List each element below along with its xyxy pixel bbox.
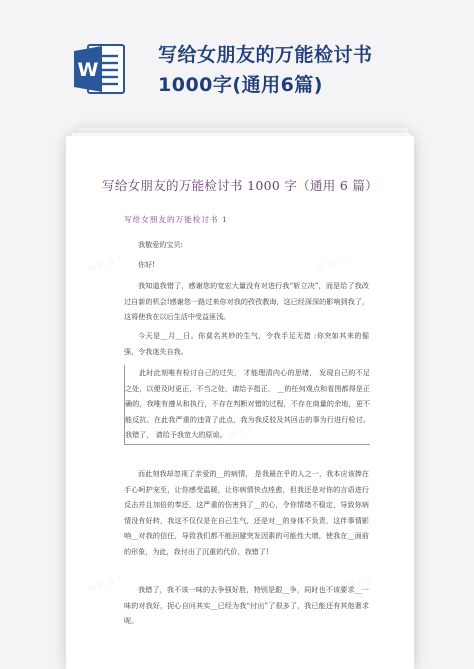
watermark: 熊猫办公 <box>216 421 257 447</box>
paragraph: 我知道我错了，感谢您的宽宏大量没有对进行我“斩立决”，而是给了我改过自新的机会!感谢您一路过来你对我的孜孜教诲，这已经深深的影响到我了，这将使我在以后生活中受益匪浅。 <box>124 281 369 322</box>
word-icon-letter: W <box>77 59 99 81</box>
watermark: 熊猫办公 <box>86 571 127 597</box>
header-title: 写给女朋友的万能检讨书1000字(通用6篇) <box>158 44 373 96</box>
greeting: 你好! <box>138 260 156 269</box>
document-title: 写给女朋友的万能检讨书 1000 字（通用 6 篇） <box>102 178 378 193</box>
word-document-icon <box>72 42 126 96</box>
salutation: 我敬爱的宝贝: <box>138 240 183 249</box>
paragraph: 我错了，我不该一味的去争强好胜，特别是跟__争，同时也不该要求__一味的对我好，扼心自问其实__已经为我“付出”了很多了，我已能还有其他奢求呢。 <box>124 585 369 626</box>
paragraph: 而此刻我却忽视了亲爱的__的病情， 是我最在乎的人之一，我本应该捧在手心呵护宠至，让你感受温暖，让你病情快点痊愈，但我还是对你的言语进行反击并且加倍的奉还，这严重的伤害到了__的心，令你情绪不稳定，导致你病情没有好转，我这不仅仅是在自己生气，还是对__的身体不负责，这伴事情影响__对我的信任，导致我们都不能回避突发因素的可能性大增，使我在__面前的形象，为此，我付出了沉重的代价，我错了! <box>124 469 369 556</box>
watermark: 熊猫办公 <box>336 571 377 597</box>
watermark: 熊猫办公 <box>316 251 357 277</box>
paragraph: 此时此刻唯有检讨自己的过失， 才能理清内心的思绪， 发现自己的不足之处，以便及时更正，不当之处，请给予指正， __的任何观点和看图都得是正确的，我唯有遵从和执行，不存在判断对错的过程，不存在商量的余地，更不能反抗。在此我严重的违背了此点，我为我反驳及其回击的事为行进行检讨。 我错了， 请给予我宽大的原谅。 <box>124 365 370 445</box>
paragraph: 今天是__月__日。你莫名其妙的生气，令我手足无措 :你突如其来的倔强，令我迷失自我。 <box>124 331 369 356</box>
document-page <box>66 136 414 669</box>
section-title: 写给女朋友的万能检讨书 1 <box>124 215 228 224</box>
watermark: 熊猫办公 <box>86 251 127 277</box>
